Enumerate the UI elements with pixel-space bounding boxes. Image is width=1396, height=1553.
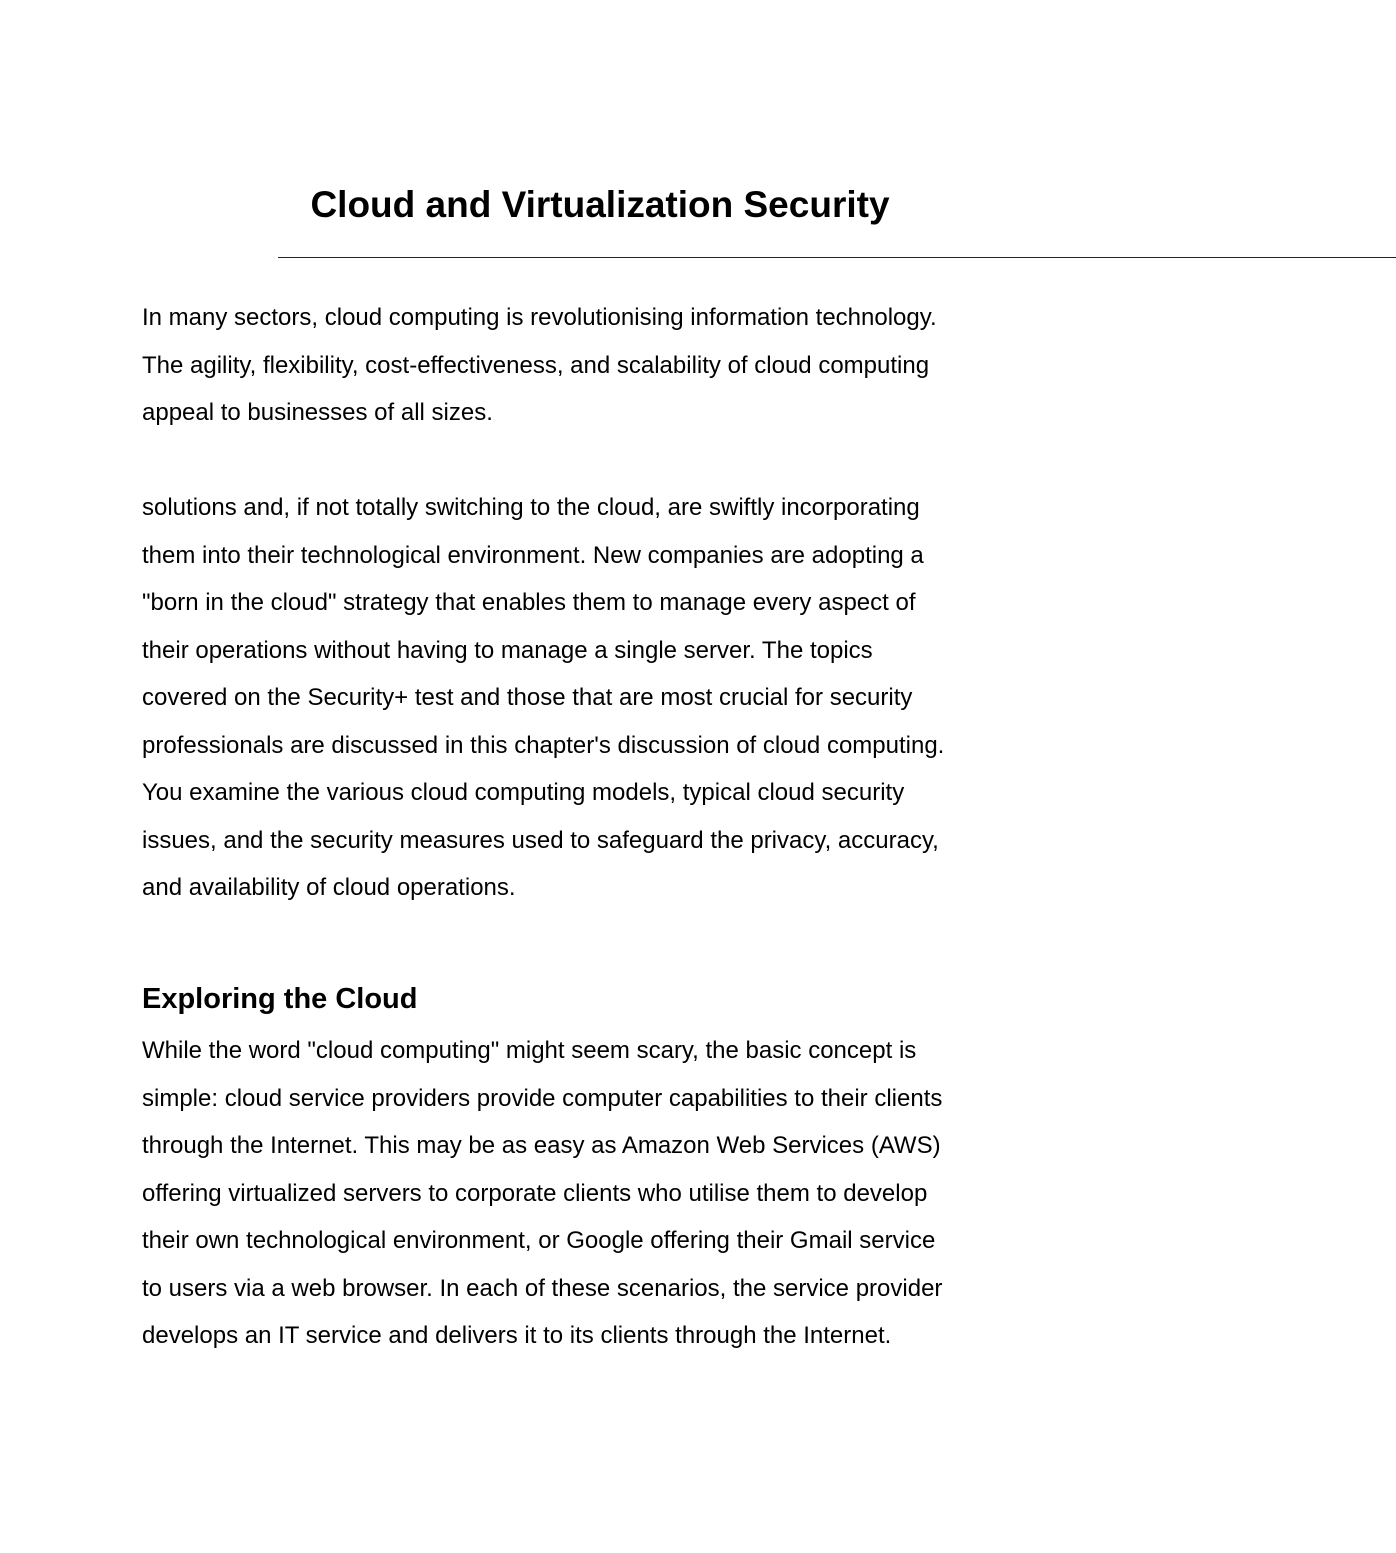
paragraph-line: "born in the cloud" strategy that enables them to manage every aspect of: [142, 589, 916, 616]
section-paragraph: [142, 1027, 1072, 1360]
paragraph-line: to users via a web browser. In each of these scenarios, the service provider: [142, 1274, 943, 1302]
paragraph-line: The agility, flexibility, cost-effectiveness, and scalability of cloud computing: [142, 351, 930, 379]
paragraph-line: professionals are discussed in this chapter's discussion of cloud computing.: [142, 731, 945, 759]
body-paragraph: [142, 484, 1072, 912]
paragraph-line: their own technological environment, or Google offering their Gmail service: [142, 1227, 936, 1254]
intro-paragraph: [142, 294, 1072, 437]
paragraph-line: solutions and, if not totally switching to the cloud, are swiftly incorporating: [142, 494, 920, 521]
title-divider: ——————————————————————————————————————————————————————————————————————————————————————: [278, 249, 1396, 264]
paragraph-line: them into their technological environment. New companies are adopting a: [142, 541, 924, 569]
paragraph-line: simple: cloud service providers provide computer capabilities to their clients: [142, 1084, 943, 1112]
document-title: Cloud and Virtualization Security: [310, 184, 890, 225]
paragraph-line: their operations without having to manage a single server. The topics: [142, 636, 873, 664]
paragraph-line: offering virtualized servers to corporate clients who utilise them to develop: [142, 1179, 928, 1207]
paragraph-line: appeal to businesses of all sizes.: [142, 399, 493, 426]
paragraph-line: In many sectors, cloud computing is revolutionising information technology.: [142, 304, 937, 331]
section-heading: Exploring the Cloud: [142, 983, 418, 1015]
paragraph-line: through the Internet. This may be as easy as Amazon Web Services (AWS): [142, 1132, 941, 1159]
paragraph-line: issues, and the security measures used to safeguard the privacy, accuracy,: [142, 826, 939, 854]
paragraph-line: While the word "cloud computing" might seem scary, the basic concept is: [142, 1037, 917, 1064]
paragraph-line: and availability of cloud operations.: [142, 874, 516, 901]
paragraph-line: develops an IT service and delivers it to its clients through the Internet.: [142, 1322, 892, 1349]
paragraph-line: You examine the various cloud computing models, typical cloud security: [142, 779, 905, 806]
paragraph-line: covered on the Security+ test and those that are most crucial for security: [142, 684, 913, 711]
